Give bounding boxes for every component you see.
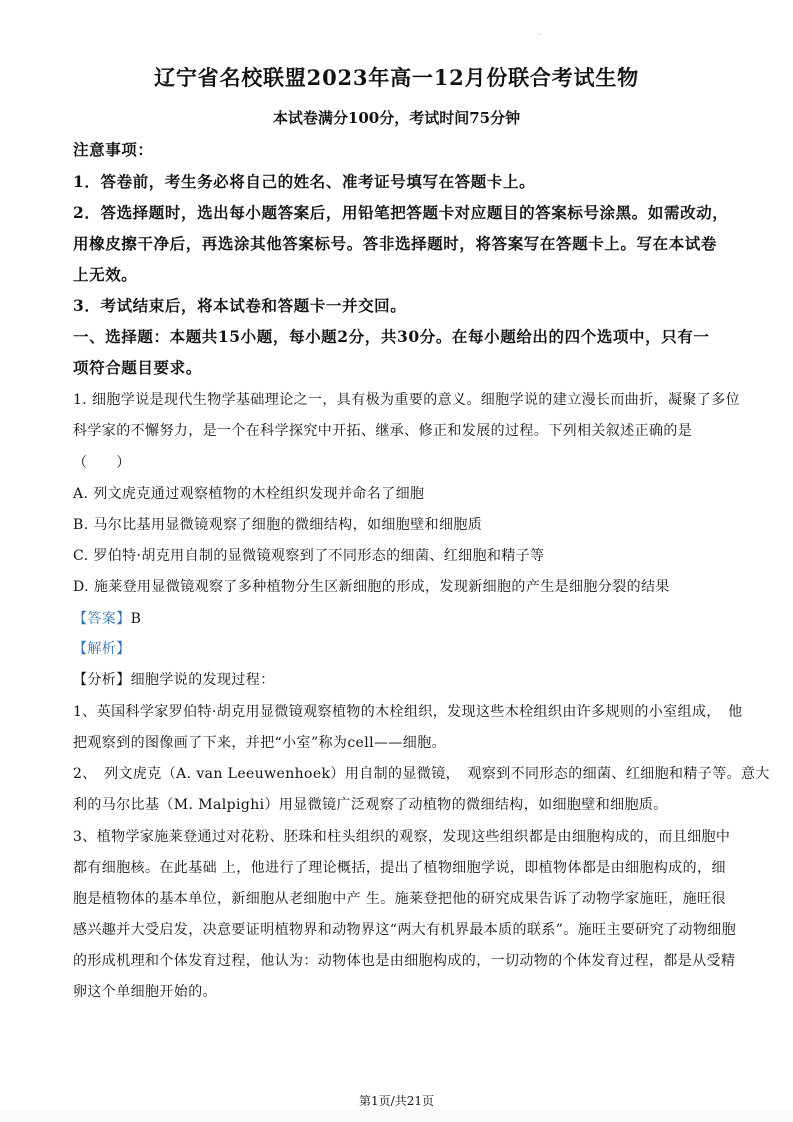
analysis-line: 把观察到的图像画了下来，并把“小室”称为cell——细胞。 — [73, 735, 446, 751]
page-number: 第1页/共21页 — [359, 1094, 434, 1108]
notice-item: 2．答选择题时，选出每小题答案后，用铅笔把答题卡对应题目的答案标号涂黑。如需改动， — [73, 203, 729, 222]
answer-line — [73, 608, 723, 628]
answer-tag: 【答案】 — [73, 611, 131, 627]
exam-subtitle: 本试卷满分100分，考试时间75分钟 — [272, 109, 521, 127]
question-stem: 1. 细胞学说是现代生物学基础理论之一，具有极为重要的意义。细胞学说的建立漫长而曲折，凝聚了多位 — [73, 392, 741, 408]
scan-mark: · — [538, 30, 541, 39]
option-c: C. 罗伯特·胡克用自制的显微镜观察到了不同形态的细菌、红细胞和精子等 — [73, 548, 545, 564]
notice-item: 上无效。 — [73, 265, 138, 284]
analysis-line: 利的马尔比基（M. Malpighi）用显微镜广泛观察了动植物的微细结构，如细胞壁和细胞质。 — [73, 797, 668, 813]
analysis-line: 都有细胞核。在此基础 上，他进行了理论概括，提出了植物细胞学说，即植物体都是由细胞构成的，细 — [73, 860, 726, 876]
analysis-line: 感兴趣并大受启发，决意要证明植物界和动物界这“两大有机界最本质的联系”。施旺主要研究了动物细胞 — [73, 922, 737, 938]
option-d: D. 施莱登用显微镜观察了多种植物分生区新细胞的形成，发现新细胞的产生是细胞分裂的结果 — [73, 579, 670, 595]
analysis-line: 的形成机理和个体发育过程，他认为：动物体也是由细胞构成的，一切动物的个体发育过程，都是从受精 — [73, 953, 736, 969]
analysis-line: 1、英国科学家罗伯特·胡克用显微镜观察植物的木栓组织，发现这些木栓组织由许多规则的小室组成， 他 — [73, 704, 743, 720]
option-b: B. 马尔比基用显微镜观察了细胞的微细结构，如细胞壁和细胞质 — [73, 517, 483, 533]
answer-value: B — [130, 611, 142, 627]
page-title: 辽宁省名校联盟2023年高一12月份联合考试生物 — [154, 65, 639, 90]
analysis-line: 3、植物学家施莱登通过对花粉、胚珠和柱头组织的观察，发现这些组织都是由细胞构成的，而且细胞中 — [73, 829, 731, 845]
analysis-line: 卵这个单细胞开始的。 — [73, 984, 217, 1000]
question-stem: 科学家的不懈努力，是一个在科学探究中开拓、继承、修正和发展的过程。下列相关叙述正确的是 — [73, 423, 693, 439]
analysis-line: 2、 列文虎克（A. van Leeuwenhoek）用自制的显微镜， 观察到不同形态的细菌、红细胞和精子等。意大 — [73, 766, 770, 782]
notice-heading: 注意事项： — [73, 140, 154, 159]
notice-item: 用橡皮擦干净后，再选涂其他答案标号。答非选择题时，将答案写在答题卡上。写在本试卷 — [73, 234, 718, 253]
option-a: A. 列文虎克通过观察植物的木栓组织发现并命名了细胞 — [73, 486, 425, 502]
analysis-line: 胞是植物体的基本单位，新细胞从老细胞中产 生。施莱登把他的研究成果告诉了动物学家施旺，施旺很 — [73, 891, 726, 907]
page-bottom-edge — [0, 1110, 793, 1122]
section-heading: 一、选择题：本题共15小题，每小题2分，共30分。在每小题给出的四个选项中，只有一 — [73, 327, 710, 346]
section-heading-cont: 项符合题目要求。 — [73, 358, 202, 377]
notice-item: 1．答卷前，考生务必将自己的姓名、准考证号填写在答题卡上。 — [73, 172, 536, 191]
question-blank: （ ） — [73, 455, 131, 471]
analysis-tag: 【解析】 — [73, 641, 131, 657]
analysis-intro: 【分析】细胞学说的发现过程： — [73, 672, 275, 688]
notice-item: 3．考试结束后，将本试卷和答题卡一并交回。 — [73, 296, 407, 315]
